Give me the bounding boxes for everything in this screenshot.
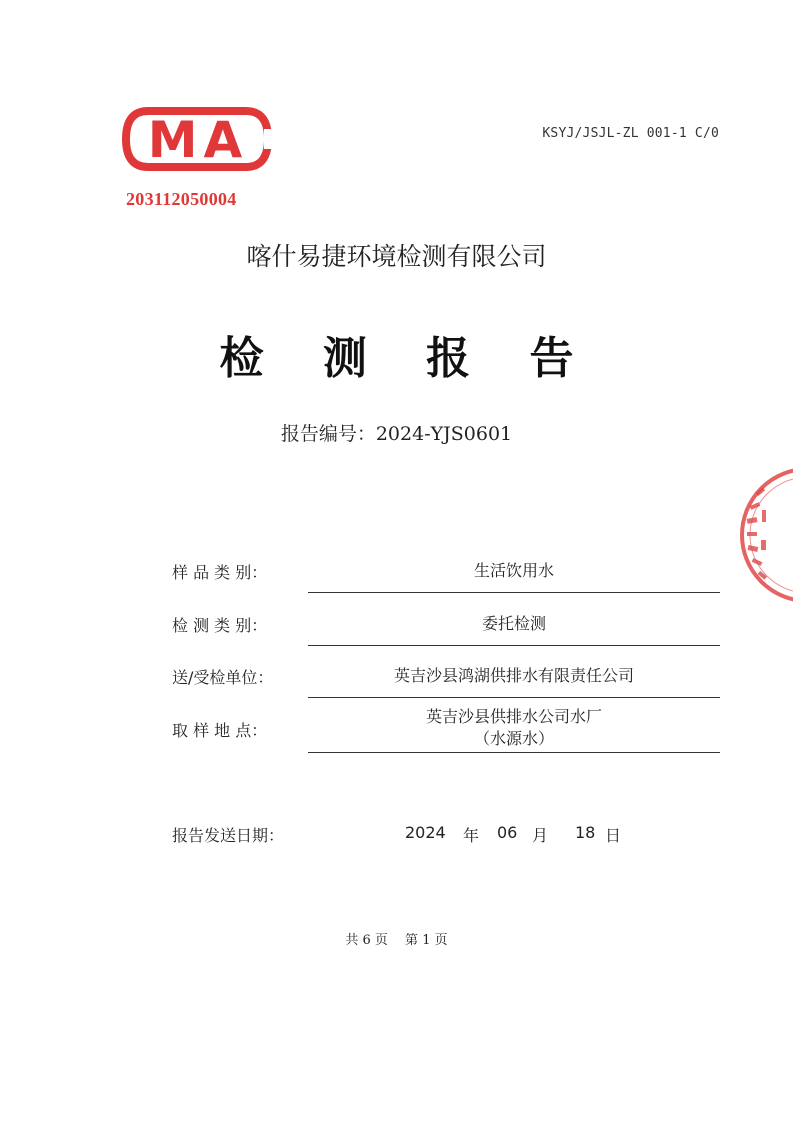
test-type-value: 委托检测 (481, 614, 546, 633)
sample-type-label: 样 品 类 别： (172, 563, 268, 582)
client-unit-value: 英吉沙县鸿湖供排水有限责任公司 (393, 666, 634, 685)
ma-logo-text: MA (147, 111, 249, 169)
document-code: KSYJ/JSJL-ZL 001-1 C/0 (542, 126, 719, 141)
field-underline (308, 645, 720, 646)
report-date-month-unit: 月 (532, 826, 549, 845)
sample-type-value: 生活饮用水 (473, 561, 554, 580)
report-title: 检 测 报 告 (219, 333, 596, 384)
field-underline (308, 752, 720, 753)
report-date-label: 报告发送日期： (172, 826, 285, 845)
report-number: 报告编号：2024-YJS0601 (280, 423, 513, 445)
report-date-year: 2024 (405, 823, 446, 842)
field-underline (308, 697, 720, 698)
field-underline (308, 592, 720, 593)
report-date-year-unit: 年 (463, 826, 480, 845)
client-unit-label: 送/受检单位： (172, 668, 274, 687)
ma-certificate-number: 203112050004 (126, 189, 237, 209)
test-type-label: 检 测 类 别： (172, 616, 268, 635)
sampling-location-value-line1: 英吉沙县供排水公司水厂 (425, 707, 602, 726)
page-count: 共 6 页 第 1 页 (345, 933, 448, 948)
report-date-day-unit: 日 (605, 826, 622, 845)
report-date-month: 06 (497, 823, 518, 842)
report-date-day: 18 (575, 823, 596, 842)
official-seal (728, 460, 793, 610)
sampling-location-value-line2: （水源水） (473, 729, 554, 748)
company-name: 喀什易捷环境检测有限公司 (246, 242, 547, 271)
sampling-location-label: 取 样 地 点： (172, 721, 268, 740)
